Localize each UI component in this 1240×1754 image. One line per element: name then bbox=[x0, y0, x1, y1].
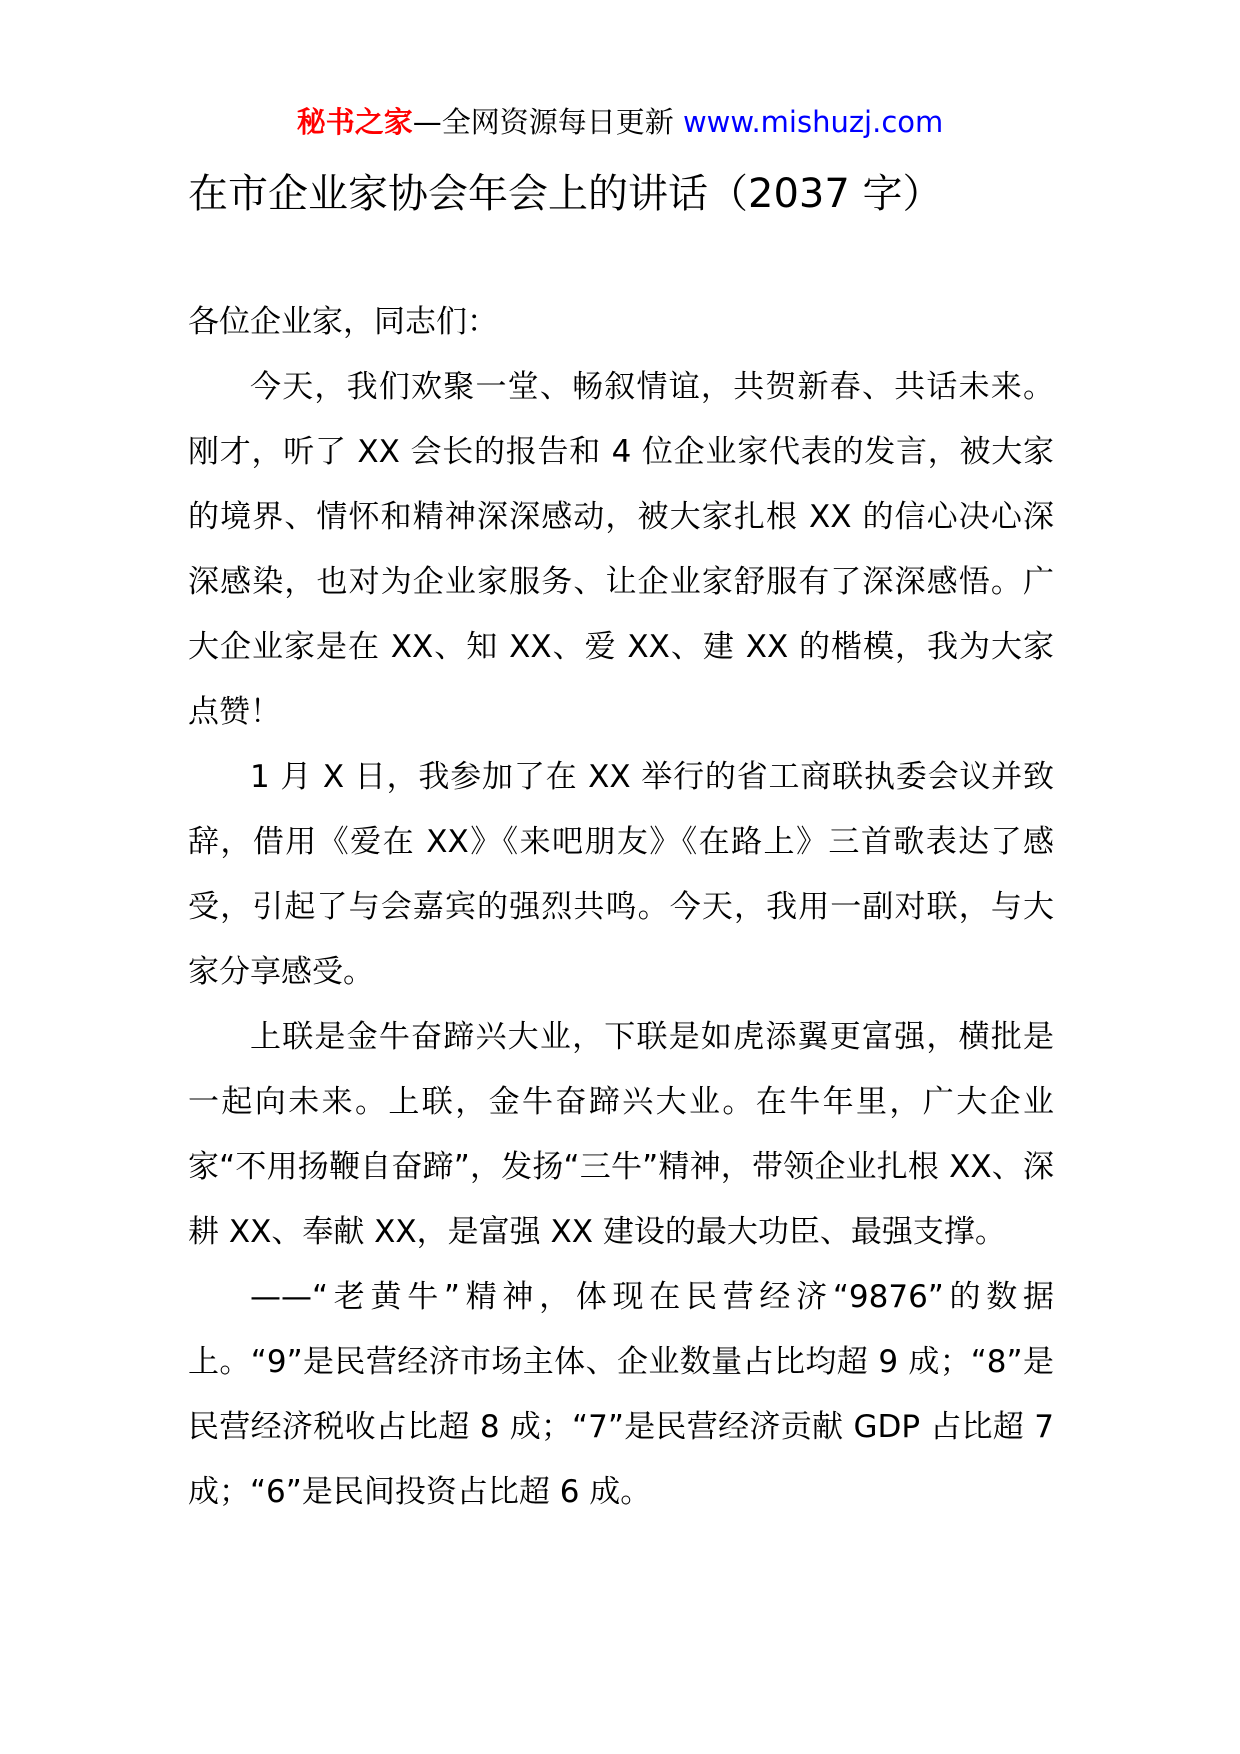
site-header bbox=[0, 100, 1240, 144]
site-url-link[interactable]: www.mishuzj.com bbox=[682, 105, 944, 139]
document-title: 在市企业家协会年会上的讲话（2037 字） bbox=[188, 171, 943, 217]
paragraph-4: ——“老黄牛”精神，体现在民营经济“9876”的数据上。“9”是民营经济市场主体、企业数量占比均超 9 成；“8”是民营经济税收占比超 8 成；“7”是民营经济贡献 GDP 占比超 7 成；“6”是民间投资占比超 6 成。 bbox=[188, 1279, 1054, 1510]
paragraph-3: 上联是金牛奋蹄兴大业，下联是如虎添翼更富强，横批是一起向未来。上联，金牛奋蹄兴大业。在牛年里，广大企业家“不用扬鞭自奋蹄”，发扬“三牛”精神，带领企业扎根 XX、深耕 XX、奉献 XX，是富强 XX 建设的最大功臣、最强支撑。 bbox=[188, 1019, 1054, 1250]
paragraph-2: 1 月 X 日，我参加了在 XX 举行的省工商联执委会议并致辞，借用《爱在 XX》《来吧朋友》《在路上》三首歌表达了感受，引起了与会嘉宾的强烈共鸣。今天，我用一副对联，与大家分享感受。 bbox=[188, 759, 1054, 990]
header-tagline: —全网资源每日更新 bbox=[412, 105, 674, 139]
document-body bbox=[188, 290, 1054, 1525]
brand-name: 秘书之家 bbox=[296, 105, 413, 139]
paragraph-1: 今天，我们欢聚一堂、畅叙情谊，共贺新春、共话未来。刚才，听了 XX 会长的报告和 4 位企业家代表的发言，被大家的境界、情怀和精神深深感动，被大家扎根 XX 的信心决心深深感染，也对为企业家服务、让企业家舒服有了深深感悟。广大企业家是在 XX、知 XX、爱 XX、建 XX 的楷模，我为大家点赞！ bbox=[188, 369, 1054, 730]
salutation: 各位企业家，同志们： bbox=[188, 304, 498, 340]
